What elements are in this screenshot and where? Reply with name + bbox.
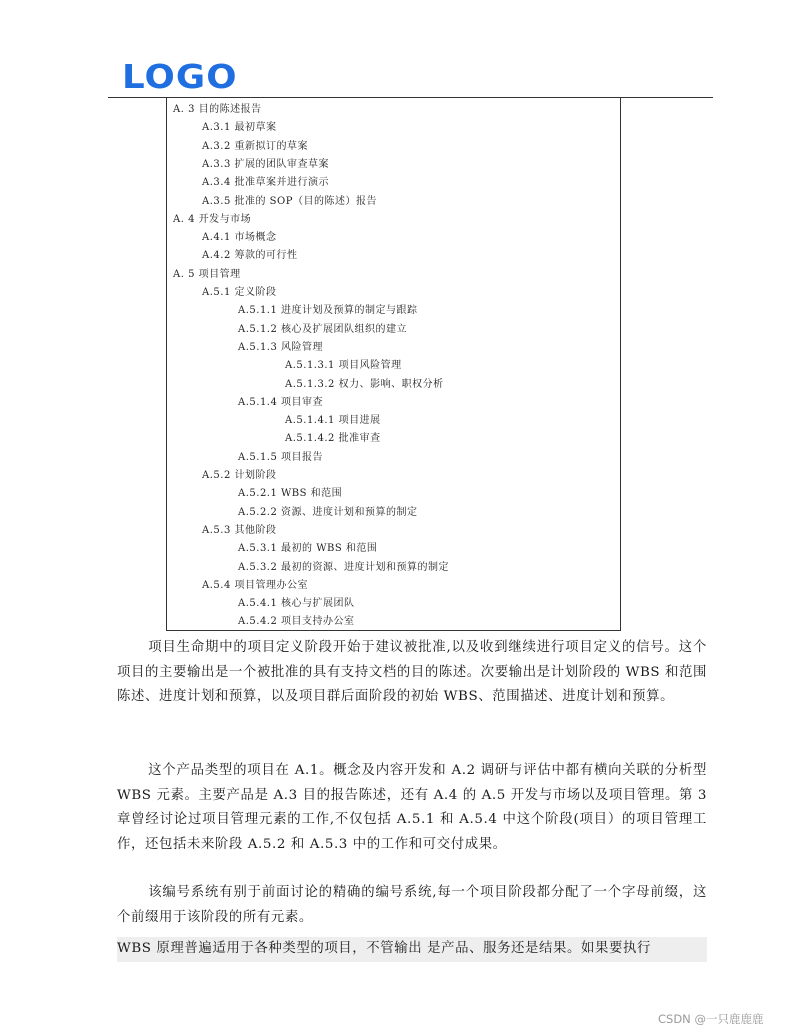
- body-paragraph-4-text: WBS 原理普遍适用于各种类型的项目，不管输出 是产品、服务还是结果。如果要执行: [117, 941, 651, 956]
- logo: LOGO: [122, 57, 238, 96]
- wbs-outline-box: [166, 98, 621, 631]
- outline-item: A.5.1.3 风险管理: [238, 341, 324, 353]
- outline-item: A.5.1.5 项目报告: [238, 451, 324, 463]
- outline-item: A.5.1.1 进度计划及预算的制定与跟踪: [238, 305, 418, 317]
- outline-item: A.5.1.4.1 项目进展: [285, 415, 381, 427]
- body-paragraph-4: [117, 937, 707, 962]
- outline-item: A.3.5 批准的 SOP（目的陈述）报告: [202, 195, 377, 207]
- csdn-watermark: CSDN @一只鹿鹿鹿: [658, 1012, 764, 1026]
- outline-item: A.5.1.4 项目审查: [238, 396, 324, 408]
- body-paragraph-2: [117, 759, 707, 857]
- body-paragraph-1: [117, 636, 707, 710]
- outline-item: A.5.2 计划阶段: [202, 470, 277, 481]
- body-paragraph-2-text: 这个产品类型的项目在 A.1。概念及内容开发和 A.2 调研与评估中都有横向关联的分析型 WBS 元素。主要产品是 A.3 目的报告陈述，还有 A.4 的 A.5 开发与市场以及项目管理。第 3 章曾经讨论过项目管理元素的工作,不仅包括 A.5.1 和 A.5.4 中这个阶段(项目）的项目管理工作，还包括未来阶段 A.5.2 和 A.5.3 中的工作和可交付成果。: [117, 763, 707, 852]
- wbs-outline-list: [167, 98, 620, 630]
- outline-item: A.3.1 最初草案: [202, 122, 277, 134]
- outline-item: A.4.2 筹款的可行性: [202, 250, 298, 262]
- outline-item: A.3.2 重新拟订的草案: [202, 140, 308, 152]
- outline-item: A.5.3 其他阶段: [202, 524, 277, 536]
- outline-item: A.4.1 市场概念: [202, 232, 277, 244]
- outline-item: A. 3 目的陈述报告: [173, 104, 262, 115]
- outline-item: A. 4 开发与市场: [173, 213, 252, 225]
- outline-item: A.5.3.1 最初的 WBS 和范围: [238, 543, 378, 555]
- outline-item: A.3.3 扩展的团队审查草案: [202, 158, 329, 170]
- outline-item: A.5.1 定义阶段: [202, 287, 277, 298]
- outline-item: A.5.3.2 最初的资源、进度计划和预算的制定: [238, 561, 450, 573]
- outline-item: A.5.2.1 WBS 和范围: [238, 488, 343, 500]
- outline-item: A.5.4.1 核心与扩展团队: [238, 598, 355, 610]
- outline-item: A.5.1.3.2 权力、影响、职权分析: [285, 378, 444, 390]
- outline-item: A.5.1.3.1 项目风险管理: [285, 360, 402, 372]
- body-paragraph-3-text: 该编号系统有别于前面讨论的精确的编号系统,每一个项目阶段都分配了一个字母前缀，这个前缀用于该阶段的所有元素。: [117, 885, 707, 925]
- outline-item: A.3.4 批准草案并进行演示: [202, 177, 329, 189]
- outline-item: A.5.4 项目管理办公室: [202, 579, 308, 591]
- outline-item: A.5.1.2 核心及扩展团队组织的建立: [238, 323, 408, 335]
- outline-item: A.5.1.4.2 批准审查: [285, 433, 381, 445]
- outline-item: A.5.4.2 项目支持办公室: [238, 616, 355, 628]
- outline-item: A. 5 项目管理: [173, 268, 241, 280]
- body-paragraph-3: [117, 881, 707, 930]
- outline-item: A.5.2.2 资源、进度计划和预算的制定: [238, 506, 418, 518]
- body-paragraph-1-text: 项目生命期中的项目定义阶段开始于建议被批准,以及收到继续进行项目定义的信号。这个项目的主要输出是一个被批准的具有支持文档的目的陈述。次要输出是计划阶段的 WBS 和范围陈述、进度计划和预算，以及项目群后面阶段的初始 WBS、范围描述、进度计划和预算。: [117, 640, 707, 704]
